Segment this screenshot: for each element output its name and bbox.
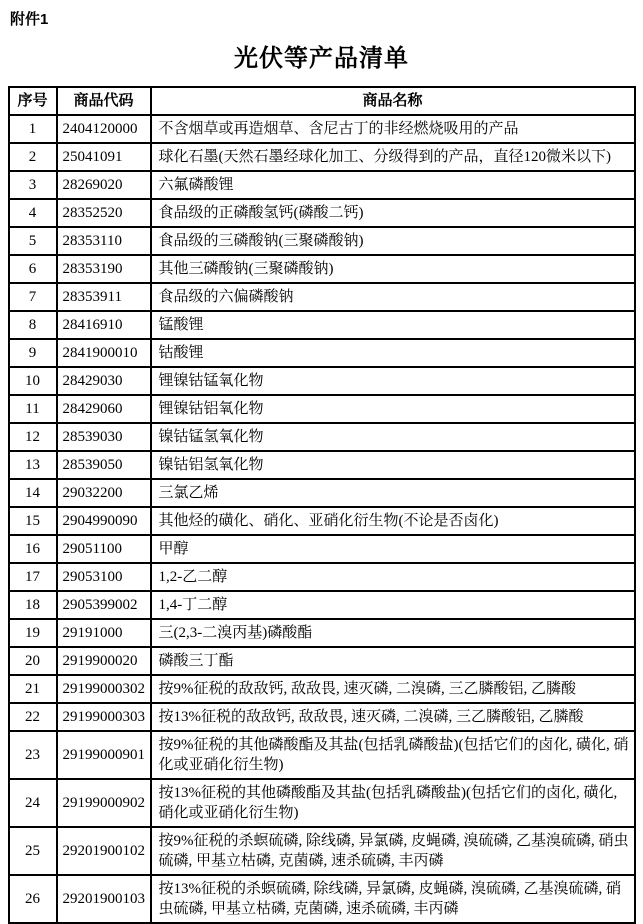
row-product-name: 锰酸锂 bbox=[151, 311, 635, 339]
row-product-name: 三(2,3-二溴丙基)磷酸酯 bbox=[151, 619, 635, 647]
table-row bbox=[9, 731, 635, 779]
row-serial-number: 22 bbox=[9, 703, 57, 731]
table-row bbox=[9, 395, 635, 423]
row-product-name: 其他三磷酸钠(三聚磷酸钠) bbox=[151, 255, 635, 283]
row-serial-number: 24 bbox=[9, 779, 57, 827]
product-table-header bbox=[9, 87, 635, 115]
row-product-name: 1,4-丁二醇 bbox=[151, 591, 635, 619]
row-product-name: 食品级的正磷酸氢钙(磷酸二钙) bbox=[151, 199, 635, 227]
row-serial-number: 2 bbox=[9, 143, 57, 171]
table-row bbox=[9, 227, 635, 255]
table-row bbox=[9, 507, 635, 535]
row-product-code: 2841900010 bbox=[57, 339, 151, 367]
row-product-code: 28269020 bbox=[57, 171, 151, 199]
row-serial-number: 21 bbox=[9, 675, 57, 703]
row-serial-number: 15 bbox=[9, 507, 57, 535]
table-row bbox=[9, 199, 635, 227]
table-row bbox=[9, 255, 635, 283]
attachment-label: 附件1 bbox=[10, 11, 49, 28]
row-product-name: 按13%征税的其他磷酸酯及其盐(包括乳磷酸盐)(包括它们的卤化, 磺化, 硝化或亚硝化衍生物) bbox=[151, 779, 635, 827]
row-serial-number: 26 bbox=[9, 875, 57, 923]
row-product-code: 2904990090 bbox=[57, 507, 151, 535]
table-row bbox=[9, 779, 635, 827]
row-serial-number: 4 bbox=[9, 199, 57, 227]
row-product-code: 28416910 bbox=[57, 311, 151, 339]
row-product-code: 29051100 bbox=[57, 535, 151, 563]
table-row bbox=[9, 283, 635, 311]
row-product-code: 2404120000 bbox=[57, 115, 151, 143]
page-title: 光伏等产品清单 bbox=[234, 46, 409, 72]
table-row bbox=[9, 143, 635, 171]
row-product-name: 按9%征税的杀螟硫磷, 除线磷, 异氯磷, 皮蝇磷, 溴硫磷, 乙基溴硫磷, 硝虫硫磷, 甲基立枯磷, 克菌磷, 速杀硫磷, 丰丙磷 bbox=[151, 827, 635, 875]
table-row bbox=[9, 827, 635, 875]
header-product-name: 商品名称 bbox=[151, 87, 635, 115]
table-row bbox=[9, 563, 635, 591]
row-product-code: 29199000901 bbox=[57, 731, 151, 779]
row-serial-number: 6 bbox=[9, 255, 57, 283]
header-product-code: 商品代码 bbox=[57, 87, 151, 115]
table-row bbox=[9, 703, 635, 731]
table-row bbox=[9, 479, 635, 507]
row-serial-number: 8 bbox=[9, 311, 57, 339]
table-row bbox=[9, 875, 635, 923]
table-row bbox=[9, 115, 635, 143]
row-product-name: 三氯乙烯 bbox=[151, 479, 635, 507]
table-row bbox=[9, 591, 635, 619]
table-row bbox=[9, 619, 635, 647]
table-row bbox=[9, 311, 635, 339]
header-row bbox=[9, 87, 635, 115]
row-product-name: 按9%征税的其他磷酸酯及其盐(包括乳磷酸盐)(包括它们的卤化, 磺化, 硝化或亚硝化衍生物) bbox=[151, 731, 635, 779]
table-row bbox=[9, 675, 635, 703]
table-row bbox=[9, 423, 635, 451]
row-serial-number: 1 bbox=[9, 115, 57, 143]
row-product-name: 食品级的六偏磷酸钠 bbox=[151, 283, 635, 311]
row-serial-number: 23 bbox=[9, 731, 57, 779]
row-product-name: 不含烟草或再造烟草、含尼古丁的非经燃烧吸用的产品 bbox=[151, 115, 635, 143]
row-product-code: 28353190 bbox=[57, 255, 151, 283]
row-serial-number: 25 bbox=[9, 827, 57, 875]
table-row bbox=[9, 339, 635, 367]
row-serial-number: 9 bbox=[9, 339, 57, 367]
row-product-code: 2919900020 bbox=[57, 647, 151, 675]
row-product-code: 28429060 bbox=[57, 395, 151, 423]
row-serial-number: 16 bbox=[9, 535, 57, 563]
row-product-name: 球化石墨(天然石墨经球化加工、分级得到的产品，直径120微米以下) bbox=[151, 143, 635, 171]
row-serial-number: 17 bbox=[9, 563, 57, 591]
table-row bbox=[9, 647, 635, 675]
row-product-code: 29201900102 bbox=[57, 827, 151, 875]
table-row bbox=[9, 367, 635, 395]
row-serial-number: 5 bbox=[9, 227, 57, 255]
row-product-name: 镍钴铝氢氧化物 bbox=[151, 451, 635, 479]
row-serial-number: 14 bbox=[9, 479, 57, 507]
row-serial-number: 7 bbox=[9, 283, 57, 311]
table-row bbox=[9, 451, 635, 479]
row-product-name: 甲醇 bbox=[151, 535, 635, 563]
row-product-code: 29201900103 bbox=[57, 875, 151, 923]
row-product-name: 按9%征税的敌敌钙, 敌敌畏, 速灭磷, 二溴磷, 三乙膦酸铝, 乙膦酸 bbox=[151, 675, 635, 703]
table-row bbox=[9, 171, 635, 199]
row-serial-number: 13 bbox=[9, 451, 57, 479]
row-product-code: 25041091 bbox=[57, 143, 151, 171]
row-product-code: 2905399002 bbox=[57, 591, 151, 619]
row-serial-number: 11 bbox=[9, 395, 57, 423]
row-product-name: 锂镍钴锰氧化物 bbox=[151, 367, 635, 395]
row-product-name: 食品级的三磷酸钠(三聚磷酸钠) bbox=[151, 227, 635, 255]
row-product-code: 29191000 bbox=[57, 619, 151, 647]
product-table-body bbox=[9, 115, 635, 923]
row-product-name: 1,2-乙二醇 bbox=[151, 563, 635, 591]
row-serial-number: 10 bbox=[9, 367, 57, 395]
row-product-name: 其他烃的磺化、硝化、亚硝化衍生物(不论是否卤化) bbox=[151, 507, 635, 535]
product-table bbox=[8, 86, 636, 924]
row-product-name: 锂镍钴铝氧化物 bbox=[151, 395, 635, 423]
row-product-code: 29032200 bbox=[57, 479, 151, 507]
row-serial-number: 18 bbox=[9, 591, 57, 619]
table-row bbox=[9, 535, 635, 563]
row-product-code: 28352520 bbox=[57, 199, 151, 227]
row-product-name: 钴酸锂 bbox=[151, 339, 635, 367]
row-product-name: 按13%征税的杀螟硫磷, 除线磷, 异氯磷, 皮蝇磷, 溴硫磷, 乙基溴硫磷, 硝虫硫磷, 甲基立枯磷, 克菌磷, 速杀硫磷, 丰丙磷 bbox=[151, 875, 635, 923]
row-product-code: 28353110 bbox=[57, 227, 151, 255]
row-product-name: 六氟磷酸锂 bbox=[151, 171, 635, 199]
row-product-name: 磷酸三丁酯 bbox=[151, 647, 635, 675]
row-product-code: 29199000303 bbox=[57, 703, 151, 731]
row-serial-number: 12 bbox=[9, 423, 57, 451]
row-product-code: 29053100 bbox=[57, 563, 151, 591]
row-product-code: 28429030 bbox=[57, 367, 151, 395]
row-serial-number: 3 bbox=[9, 171, 57, 199]
row-product-code: 28353911 bbox=[57, 283, 151, 311]
row-product-code: 29199000302 bbox=[57, 675, 151, 703]
row-product-name: 按13%征税的敌敌钙, 敌敌畏, 速灭磷, 二溴磷, 三乙膦酸铝, 乙膦酸 bbox=[151, 703, 635, 731]
row-serial-number: 19 bbox=[9, 619, 57, 647]
row-product-code: 29199000902 bbox=[57, 779, 151, 827]
row-serial-number: 20 bbox=[9, 647, 57, 675]
row-product-name: 镍钴锰氢氧化物 bbox=[151, 423, 635, 451]
row-product-code: 28539050 bbox=[57, 451, 151, 479]
header-serial-number: 序号 bbox=[9, 87, 57, 115]
row-product-code: 28539030 bbox=[57, 423, 151, 451]
